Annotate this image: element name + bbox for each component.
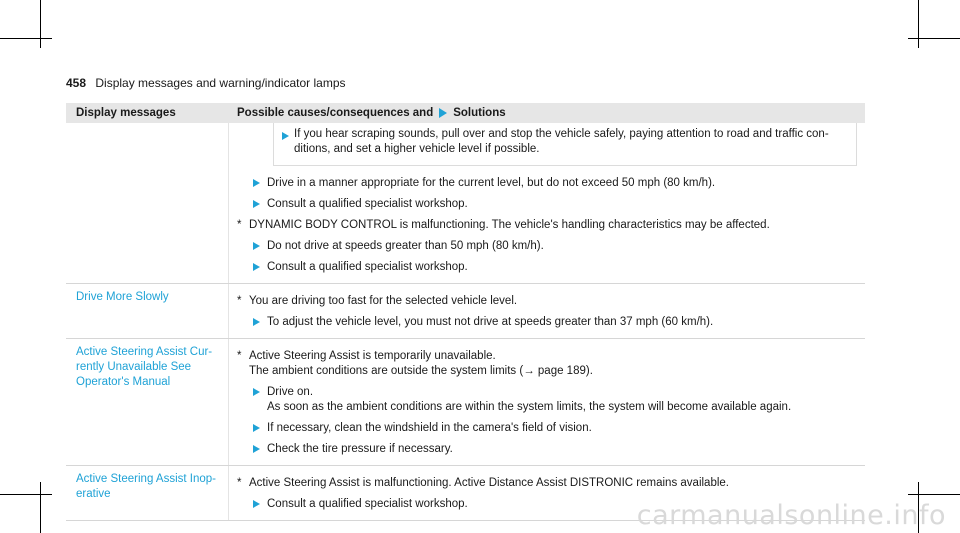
page-number: 458 (66, 76, 87, 90)
list-item: Consult a qualified specialist workshop. (237, 260, 857, 275)
causes-cell (229, 284, 865, 338)
arrow-right-icon (253, 500, 260, 508)
crop-mark (0, 494, 52, 495)
list-item: Drive on. As soon as the ambient conditions are within the system limits, the system will become available again. (237, 385, 857, 415)
cause-text-continued: The ambient conditions are outside the system limits (→ page 189). (249, 365, 593, 377)
crop-mark (908, 38, 960, 39)
crop-mark (40, 0, 41, 48)
arrow-right-icon (253, 263, 260, 271)
list-item: Consult a qualified specialist workshop. (237, 197, 857, 212)
arrow-right-icon (253, 242, 260, 250)
crop-mark (908, 494, 960, 495)
col-header-causes: Possible causes/consequences and Solutions (237, 107, 506, 119)
arrow-right-icon (253, 388, 260, 396)
crop-mark (918, 0, 919, 48)
list-item: If necessary, clean the windshield in the camera's field of vision. (237, 421, 857, 436)
list-item: Consult a qualified specialist workshop. (237, 497, 857, 512)
arrow-right-icon (253, 318, 260, 326)
arrow-right-icon (253, 200, 260, 208)
table-row (66, 123, 865, 284)
display-messages-table (66, 103, 865, 521)
table-row (66, 284, 865, 339)
message-cell (66, 123, 229, 283)
page-header (66, 76, 346, 90)
crop-mark (40, 482, 41, 533)
crop-mark (0, 38, 52, 39)
list-item: Check the tire pressure if necessary. (237, 442, 857, 457)
col-header-messages: Display messages (76, 107, 176, 119)
causes-cell (229, 123, 865, 283)
list-item: Drive in a manner appropriate for the current level, but do not exceed 50 mph (80 km/h). (237, 176, 857, 191)
arrow-right-icon (253, 424, 260, 432)
arrow-right-icon (253, 179, 260, 187)
list-item: To adjust the vehicle level, you must not drive at speeds greater than 37 mph (60 km/h). (237, 315, 857, 330)
cause-text: * You are driving too fast for the selected vehicle level. (237, 294, 857, 309)
watermark: carmanualsonline.info (636, 500, 946, 531)
arrow-right-icon (253, 445, 260, 453)
page-title: Display messages and warning/indicator lamps (95, 76, 346, 90)
note-box: If you hear scraping sounds, pull over and stop the vehicle safely, paying attention to road and traffic con- ditions, and set a higher vehicle level if possible. (273, 123, 857, 166)
list-item: Do not drive at speeds greater than 50 mph (80 km/h). (237, 239, 857, 254)
message-cell: Drive More Slowly (66, 284, 229, 338)
message-cell: Active Steering Assist Inop- erative (66, 466, 229, 520)
cause-text: * Active Steering Assist is malfunctioning. Active Distance Assist DISTRONIC remains available. (237, 476, 857, 491)
cause-text: * Active Steering Assist is temporarily unavailable. (237, 349, 857, 364)
cause-text: * DYNAMIC BODY CONTROL is malfunctioning. The vehicle's handling characteristics may be affected. (237, 218, 857, 233)
table-header (66, 103, 865, 123)
arrow-right-icon (439, 108, 447, 118)
table-row (66, 339, 865, 466)
message-cell: Active Steering Assist Cur- rently Unavailable See Operator's Manual (66, 339, 229, 465)
arrow-right-icon (282, 132, 289, 140)
causes-cell (229, 339, 865, 465)
